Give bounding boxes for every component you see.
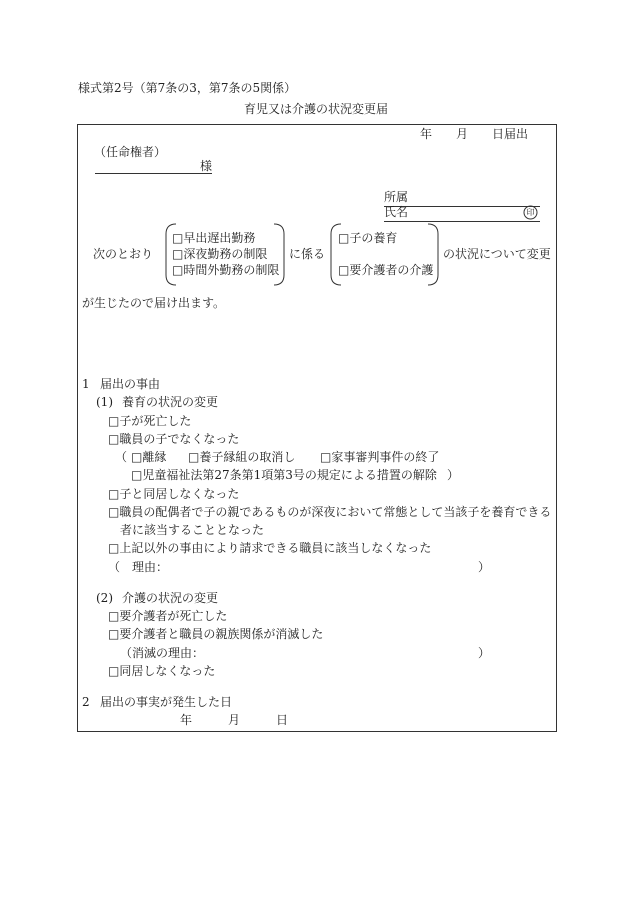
childcare-heading: 養育の状況の変更 <box>122 395 219 409</box>
childcare-item-spouse-line2: 者に該当することとなった <box>120 523 265 537</box>
nursing-reason-close: ） <box>478 646 491 660</box>
childcare-item-child-died: □子が死亡した <box>108 414 192 428</box>
nursing-item-not-cohabiting: □同居しなくなった <box>108 664 216 678</box>
childcare-item-spouse-line1: □職員の配偶者で子の親であるものが深夜において常態として当該子を養育できる <box>108 505 552 519</box>
work-option-overtime-limit: □時間外勤務の制限 <box>172 263 280 277</box>
childcare-item-not-cohabiting: □子と同居しなくなった <box>108 487 240 501</box>
childcare-reason-label: （ 理由： <box>108 560 169 574</box>
submission-date: 年 月 日届出 <box>420 127 529 141</box>
section2-heading: 届出の事実が発生した日 <box>100 695 233 709</box>
childcare-subitem-welfare-measure: □児童福祉法第27条第1項第3号の規定による措置の解除 <box>131 468 437 482</box>
childcare-subitems-paren-open: （ <box>115 450 128 464</box>
childcare-subitem-family-court: □家事審判事件の終了 <box>320 450 440 464</box>
section1-number: 1 <box>82 377 90 391</box>
work-option-early-late: □早出遅出勤務 <box>172 231 256 245</box>
childcare-reason-close: ） <box>478 560 491 574</box>
childcare-subitem-dissolution: □離縁 <box>131 450 167 464</box>
care-option-childcare: □子の養育 <box>338 231 398 245</box>
childcare-item-not-child: □職員の子でなくなった <box>108 432 240 446</box>
care-option-nursing: □要介護者の介護 <box>338 263 434 277</box>
childcare-subitems-paren-close: ） <box>447 468 460 482</box>
occurrence-date: 年 月 日 <box>180 713 289 727</box>
childcare-subitem-adoption-cancel: □養子縁組の取消し <box>188 450 296 464</box>
nursing-item-relation-ended: □要介護者と職員の親族関係が消滅した <box>108 627 324 641</box>
appointer-label: （任命権者） <box>94 145 167 159</box>
affiliation-label: 所属 <box>384 190 409 204</box>
work-option-night-limit: □深夜勤務の制限 <box>172 247 268 261</box>
statement-connector: に係る <box>289 247 326 261</box>
statement-prefix: 次のとおり <box>93 247 154 261</box>
nursing-number: (2) <box>96 591 113 605</box>
name-label: 氏名 <box>384 205 409 219</box>
nursing-item-person-died: □要介護者が死亡した <box>108 609 228 623</box>
form-title: 育児又は介護の状況変更届 <box>244 102 389 116</box>
nursing-reason-label: （消滅の理由： <box>120 646 205 660</box>
section2-number: 2 <box>82 695 90 709</box>
nursing-heading: 介護の状況の変更 <box>122 591 219 605</box>
statement-continuation: が生じたので届け出ます。 <box>82 296 226 310</box>
childcare-item-other: □上記以外の事由により請求できる職員に該当しなくなった <box>108 541 432 555</box>
childcare-number: (1) <box>96 395 113 409</box>
seal-mark: 印 <box>526 208 535 217</box>
statement-suffix: の状況について変更 <box>443 247 551 261</box>
honorific: 様 <box>200 159 213 173</box>
form-number: 様式第2号（第7条の3，第7条の5関係） <box>78 81 297 95</box>
section1-heading: 届出の事由 <box>100 377 161 391</box>
